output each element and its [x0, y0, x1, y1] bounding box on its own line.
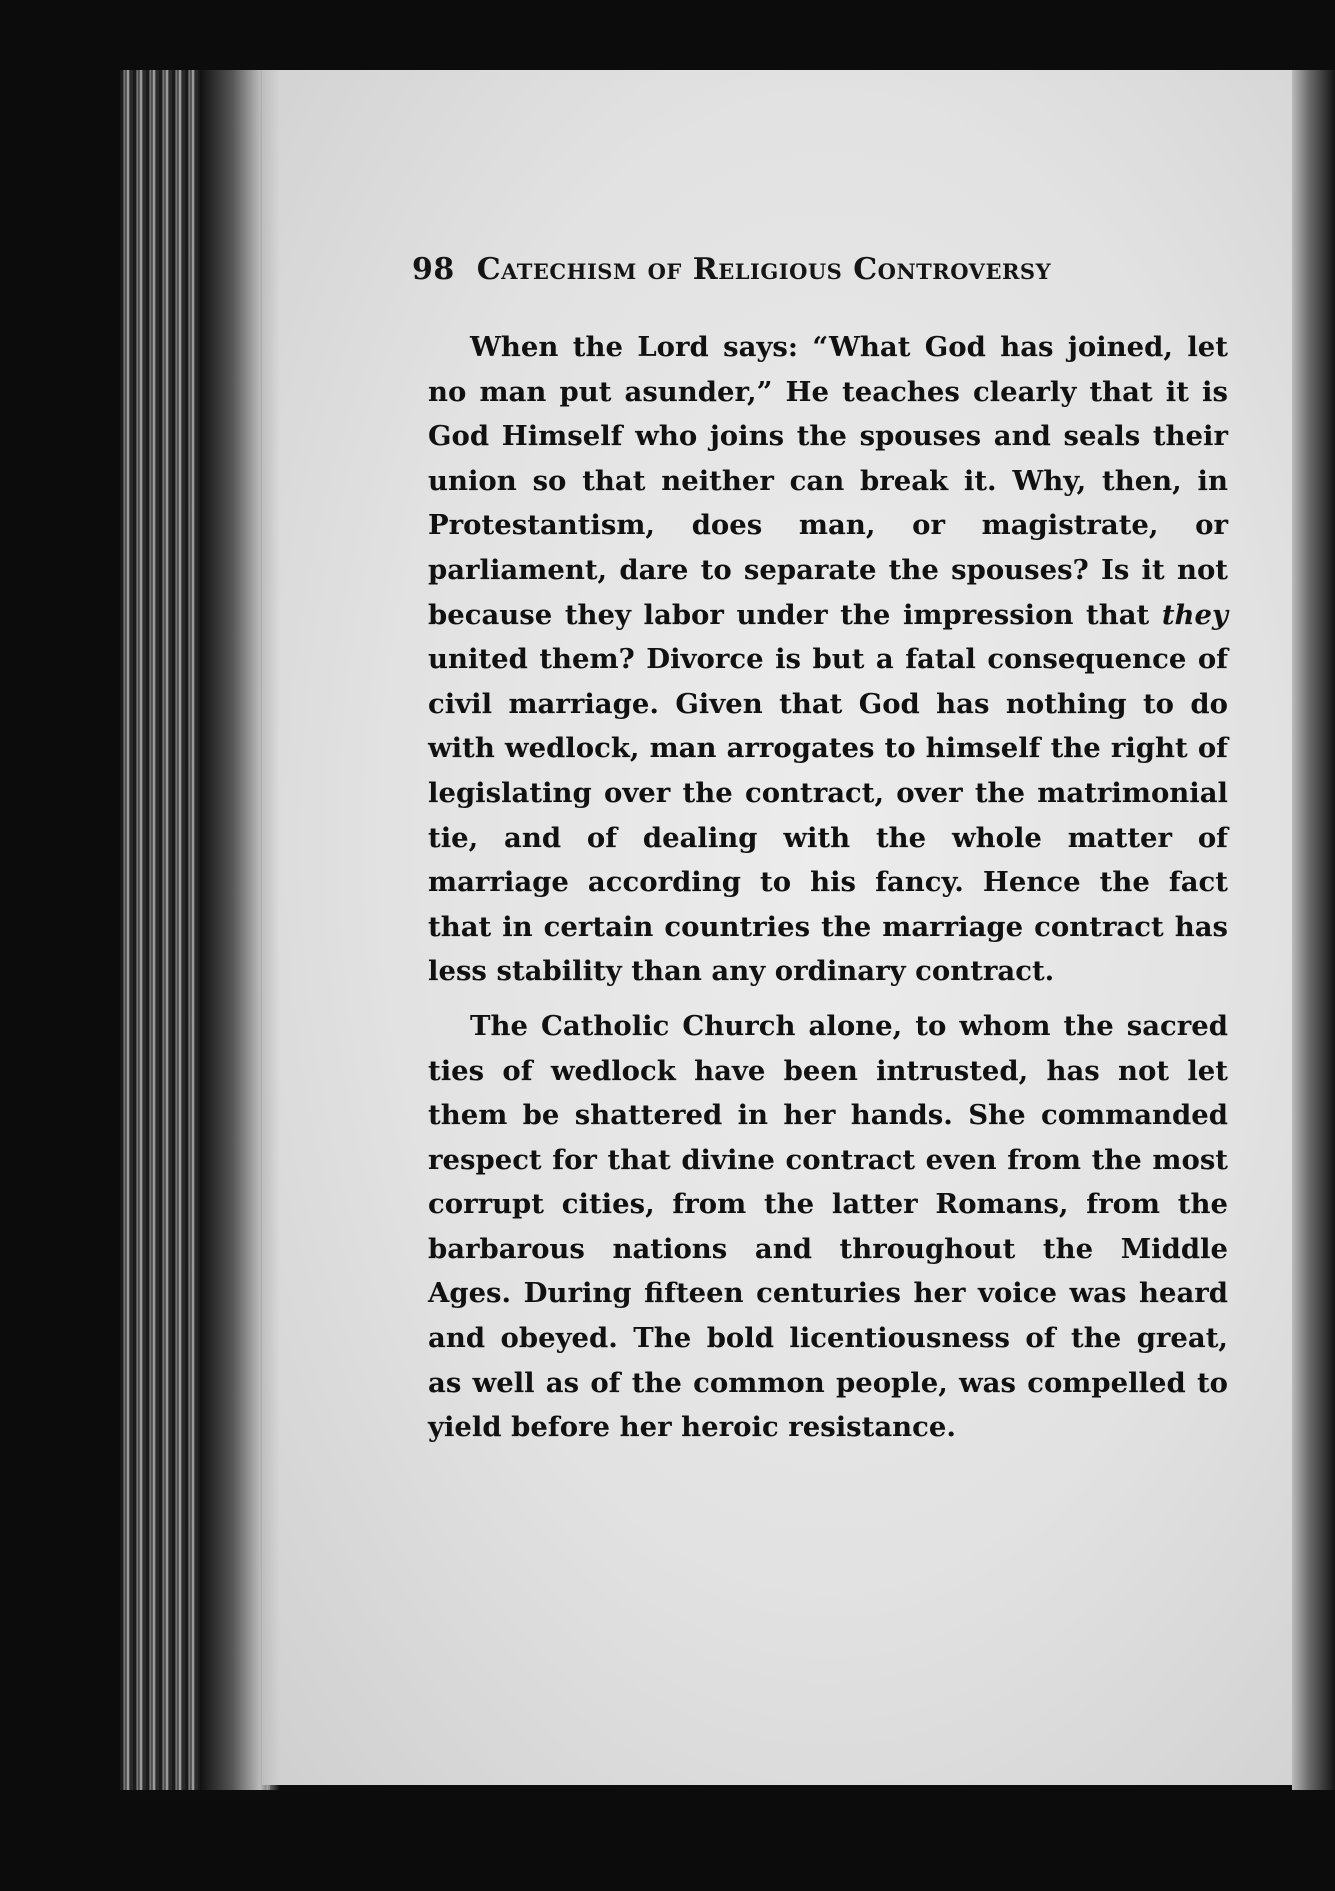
gutter-shadow [200, 70, 280, 1790]
paragraph-1-text-start: When the Lord says: “What God has joined, let no man put asunder,” He teaches clearly that it is God Himself who joins the spouses and seals their union so that neither can break it. Why, then, in Protestantism, does man, or magistrate, or parliament, dare to separate the spouses? Is it not because they labor under the impression that [428, 331, 1228, 631]
paragraph-2: The Catholic Church alone, to whom the sacred ties of wedlock have been intrusted, has not let them be shattered in her hands. She commanded respect for that divine contract even from the most corrupt cities, from the latter Romans, from the barbarous nations and throughout the Middle Ages. During fifteen centuries her voice was heard and obeyed. The bold licentiousness of the great, as well as of the common people, was compelled to yield before her heroic resistance. [428, 1009, 1228, 1444]
paragraph-1 [428, 325, 1228, 994]
body-text [428, 325, 1228, 1460]
right-page-edge [1292, 70, 1335, 1790]
book-title: Catechism of Religious Controversy [476, 252, 1052, 287]
paragraph-1-text-end: united them? Divorce is but a fatal consequence of civil marriage. Given that God has nothing to do with wedlock, man arrogates to himself the right of legislating over the contract, over the matrimonial tie, and of dealing with the whole matter of marriage according to his fancy. Hence the fact that in certain countries the marriage contract has less stability than any ordinary contract. [428, 643, 1228, 988]
running-head [412, 252, 1212, 287]
page-number: 98 [412, 252, 455, 287]
emphasis-they: they [1161, 598, 1228, 631]
